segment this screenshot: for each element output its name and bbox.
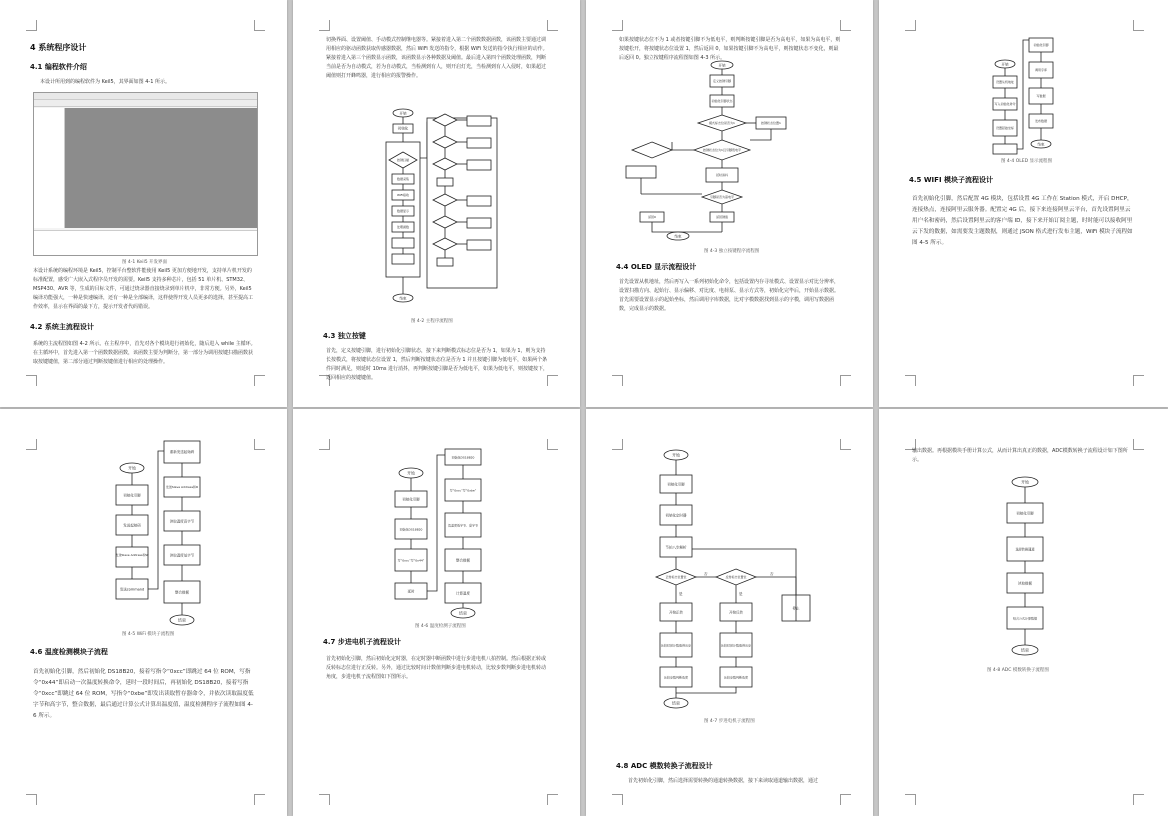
svg-text:开始: 开始	[407, 470, 415, 476]
paragraph: 切换界面、设置阈值、手动模式控制继电器等。紧接着进入第二个函数数据函数，该函数主要通过调用相应的驱动函数获取传感器数据，然后 WiFi 发送的指令，根据 WiFi 发送的指令执行相应的动作。紧接着进入第三个函数显示函数，该函数显示各种数据及阈值。最后进入第四个函数处理函数，判断当前是否为自动模式，若为自动模式，当检测到有人，则开启灯光，当检测到有人入侵时，如果超过阈值则打开蜂鸣器，进行相应的报警操作。	[326, 37, 548, 79]
paragraph: 如果按键状态位不为 1 或者按键引脚不为低电平，则判断按键引脚是否为高电平，如果为高电平，则按键松开，将按键状态位设置 1，然后返回 0，如果按键引脚不为高电平，则按键状态不变化，则最后返回 0。独立按键程序流程图如图 4-3 所示。	[619, 37, 841, 61]
svg-text:计算温度: 计算温度	[456, 591, 470, 596]
svg-text:发送起始码: 发送起始码	[123, 523, 141, 528]
svg-text:开始正转: 开始正转	[669, 610, 683, 615]
svg-text:WiFi接收: WiFi接收	[396, 193, 410, 197]
page-6	[293, 409, 580, 816]
svg-text:按键状态位为1且引脚低电平: 按键状态位为1且引脚低电平	[703, 148, 741, 152]
heading-4-7: 4.7 步进电机子流程设计	[323, 638, 401, 646]
svg-text:否: 否	[704, 572, 708, 576]
svg-text:选择转换通道: 选择转换通道	[1015, 547, 1035, 552]
svg-text:返回0: 返回0	[648, 215, 656, 219]
svg-text:比较步数判断角度: 比较步数判断角度	[663, 675, 689, 680]
svg-text:比较时间计数值得出步: 比较时间计数值得出步	[660, 643, 692, 648]
page-3	[586, 0, 873, 407]
svg-text:结束: 结束	[178, 617, 186, 623]
stepper-flowchart	[646, 449, 826, 709]
page-2	[293, 0, 580, 407]
svg-text:数据显示: 数据显示	[396, 209, 410, 213]
paragraph: 首先，定义按键引脚，进行初始化引脚状态，接下来判断模式标志位是否为 1，如果为 1，则为支持长按模式，将按键状态位设置 1，然后判断按键状态位是否为 1 并且按键引脚为低电平，如果两个条件同时满足，则延时 10ms 进行消抖，再判断按键引脚是否为低电平，如果为低电平，则按键按下，返回相应的按键键值。	[326, 348, 549, 381]
svg-text:初始化引脚: 初始化引脚	[402, 497, 420, 502]
svg-text:否: 否	[770, 572, 774, 576]
svg-text:定义按键引脚: 定义按键引脚	[712, 79, 732, 83]
svg-text:是: 是	[679, 592, 683, 596]
svg-text:开始: 开始	[128, 465, 136, 471]
svg-text:初始化引脚状态: 初始化引脚状态	[711, 99, 733, 103]
svg-text:初始化引脚: 初始化引脚	[123, 493, 141, 498]
figure-caption: 图 4-8 ADC 模数转换子流程图	[987, 668, 1049, 673]
adc-flowchart	[1003, 475, 1053, 665]
svg-text:初始化DS18B20: 初始化DS18B20	[399, 527, 423, 532]
paragraph: 首先初始化引脚，然后初始化 DS18B20，接着写指令“0xcc”即跳过 64 位 ROM，写指令“0x44”即启动一次温度转换命令，延时一段时间后，再初始化 DS18B20，接着写指令“0xcc”即跳过 64 位 ROM，写指令“0xbe”即发出读取暂存器命令，并依次读取温度低字节和高字节，整合数据，最后通过计算公式计算出温度值，温度检测程序子流程如图 4-6 所示。	[33, 669, 254, 719]
figure-caption: 图 4-1 Keil5 开发界面	[122, 260, 167, 265]
svg-text:初始化DS18B20: 初始化DS18B20	[451, 455, 475, 460]
svg-text:模式标志位是否为1: 模式标志位是否为1	[709, 121, 735, 125]
wifi-flowchart	[112, 427, 212, 627]
svg-text:处理函数: 处理函数	[396, 225, 410, 229]
figure-caption: 图 4-2 主程序流程图	[411, 319, 453, 324]
svg-text:设置从机地址: 设置从机地址	[995, 80, 1015, 84]
svg-text:写数据: 写数据	[1036, 94, 1046, 98]
main-flowchart	[381, 108, 501, 308]
svg-text:整合数据: 整合数据	[456, 558, 470, 563]
heading-4-3: 4.3 独立按键	[323, 332, 366, 340]
heading-4-6: 4.6 温度检测模块子流程	[30, 648, 108, 656]
page-1	[0, 0, 287, 407]
svg-text:比较步数判断角度: 比较步数判断角度	[723, 675, 749, 680]
svg-text:读温度低字节、高字节: 读温度低字节、高字节	[447, 523, 479, 528]
paragraph: 首先初始化引脚，然后初始化定时器，在定时器中断函数中进行步进电机八拍控制。然后根据正转或反转标志位进行正反转。另外，通过比较时间计数值判断步进电机转动，比较步数判断步进电机转动角度，步进电机子流程图如下图所示。	[326, 656, 547, 680]
paragraph: 首先设置从机地址，然后再写入一系列初始化命令，包括设置内存寻址模式、设置显示对比分辨率，设置扫描方向、起始行、显示偏移、对比度、电荷泵、显示方式等，初始化完毕后，开始显示数据。首先需要设置显示的起始坐标，然后调用字库数据，比对字模数据找到显示的字模，调用写数据函数，完成显示的数据。	[619, 279, 840, 312]
svg-text:结合公式计算数据: 结合公式计算数据	[1012, 616, 1038, 621]
heading-4-4: 4.4 OLED 显示流程设计	[616, 263, 697, 271]
page-7	[586, 409, 873, 816]
svg-text:写“0xcc”写“0xbe”: 写“0xcc”写“0xbe”	[449, 488, 477, 493]
svg-text:比较时间计数值得出步: 比较时间计数值得出步	[720, 643, 752, 648]
paragraph: 本设计所用到的编程软件为 Keil5，其界面如图 4-1 所示。	[40, 79, 171, 85]
svg-text:初始化引脚: 初始化引脚	[1033, 43, 1049, 47]
svg-text:读取温度低字节: 读取温度低字节	[169, 553, 195, 558]
svg-text:按键状态位置1: 按键状态位置1	[761, 121, 781, 125]
svg-text:延时: 延时	[407, 589, 415, 594]
svg-text:开始反转: 开始反转	[729, 610, 743, 615]
svg-text:延时消抖: 延时消抖	[715, 173, 729, 177]
svg-text:发送Slave Address和W: 发送Slave Address和W	[115, 553, 149, 557]
svg-text:结束: 结束	[459, 610, 467, 616]
svg-text:开始: 开始	[1021, 479, 1029, 485]
svg-text:发送Slave Address和R: 发送Slave Address和R	[165, 485, 199, 489]
svg-text:发送command: 发送command	[119, 587, 145, 592]
svg-text:是: 是	[739, 592, 743, 596]
keil5-screenshot	[33, 92, 258, 256]
svg-text:结束: 结束	[1021, 647, 1029, 653]
svg-text:结束: 结束	[399, 296, 407, 301]
svg-text:初始化引脚: 初始化引脚	[667, 482, 685, 487]
paragraph: 输出数据。再根据模块手册计算公式，从而计算出真正的数据，ADC模数转换子流程设计如下图所示。	[912, 448, 1128, 463]
page-4	[879, 0, 1168, 407]
figure-caption: 图 4-4 OLED 显示流程图	[1001, 159, 1052, 164]
figure-caption: 图 4-3 独立按键程序流程图	[704, 249, 760, 254]
heading-4: 4 系统程序设计	[30, 43, 87, 52]
svg-text:引脚是否为高电平: 引脚是否为高电平	[709, 195, 735, 199]
figure-caption: 图 4-7 步进电机子流程图	[704, 719, 755, 724]
page-5	[0, 409, 287, 816]
paragraph: 首先初始化引脚，然后配置 4G 模块，包括设置 4G 工作在 Station 模式，开启 DHCP，连接热点，连接阿里云服务器。配置完 4G 后，接下来连接阿里云平台，首先设置阿里云用户名和密码，然后设置阿里云的客户端 ID，接下来开始订阅主题，时时能可以接收阿里云下发的数据，如需要发主题数据，则通过 JSON 格式进行发布主题，WiFi 模块子流程如图 4-5 所示。	[912, 196, 1133, 246]
svg-text:节拍八步解析: 节拍八步解析	[665, 545, 687, 550]
svg-text:开始: 开始	[672, 452, 680, 458]
svg-text:初始化: 初始化	[397, 126, 409, 131]
heading-4-2: 4.2 系统主流程设计	[30, 323, 94, 331]
svg-text:结束: 结束	[1037, 142, 1045, 147]
svg-text:设置起始坐标: 设置起始坐标	[995, 126, 1015, 130]
svg-text:数据采集: 数据采集	[396, 177, 410, 181]
svg-text:初始化定时器: 初始化定时器	[665, 513, 687, 518]
svg-text:反转标志位置位: 反转标志位置位	[725, 575, 747, 579]
figure-caption: 图 4-6 温度检测子流程图	[415, 624, 466, 629]
svg-text:发布数据: 发布数据	[1034, 119, 1048, 123]
svg-text:结束: 结束	[672, 700, 680, 706]
heading-4-5: 4.5 WIFI 模块子流程设计	[909, 176, 993, 184]
svg-text:写“0xcc”写“0x44”: 写“0xcc”写“0x44”	[397, 558, 425, 563]
svg-text:初始化引脚: 初始化引脚	[1016, 511, 1034, 516]
svg-text:开始: 开始	[1001, 62, 1009, 67]
fc-start: 开始	[399, 111, 407, 116]
page-8	[879, 409, 1168, 816]
svg-text:正转标志位置位: 正转标志位置位	[665, 575, 687, 579]
svg-text:开始: 开始	[718, 63, 726, 68]
svg-text:结束: 结束	[674, 234, 682, 239]
svg-text:读取温度高字节: 读取温度高字节	[169, 519, 195, 524]
heading-4-1: 4.1 编程软件介绍	[30, 63, 87, 71]
figure-caption: 图 4-5 WiFi 模块子流程图	[122, 632, 175, 637]
paragraph: 首先初始化引脚，然后选择需要转换的通道转换数据，接下来读取通道输出数据，通过	[628, 778, 819, 784]
svg-text:整合数据: 整合数据	[175, 590, 189, 595]
svg-text:按键扫描: 按键扫描	[396, 158, 410, 162]
key-flowchart	[622, 60, 812, 242]
svg-text:返回键值: 返回键值	[715, 215, 729, 219]
svg-text:读取数据: 读取数据	[1018, 581, 1032, 586]
svg-text:写入初始化命令: 写入初始化命令	[994, 102, 1016, 106]
oled-flowchart	[989, 38, 1079, 158]
paragraph: 系统的主流程图如图 4-2 所示。在主程序中，首先对各个模块进行初始化，随后进入 while 主循环。在主循环中，首先进入第一个函数数据函数，该函数主要为判断分，第一部分为调用按键扫描函数获取按键键值，第二部分通过判断按键值进行相应的处理操作。	[33, 341, 256, 365]
temperature-flowchart	[393, 449, 503, 619]
paragraph: 本设计系统的编程环境是 Keil5，控制平台整软件能使用 Keil5 更加方便地开发，支持单片机开发的标准配置，感受广大嵌入式程序员开发的需要。Keil5 支持多种芯片，包括 51 单片机、STM32、MSP430、AVR 等，生成的目标文件，可通过烧录器直接烧录到单片机中，非常方便。另外，Keil5 编译功能强大，一种是快速编译，还有一种是全部编译，这样使得开发人员更多的选择，甚至提高工作效率，显示在界面的最下方，提示开发者代码错误。	[33, 268, 254, 310]
svg-text:停止: 停止	[792, 606, 800, 611]
heading-4-8: 4.8 ADC 模数转换子流程设计	[616, 762, 713, 770]
svg-text:重新发送起始码: 重新发送起始码	[169, 450, 195, 454]
svg-text:调用字库: 调用字库	[1034, 68, 1048, 72]
